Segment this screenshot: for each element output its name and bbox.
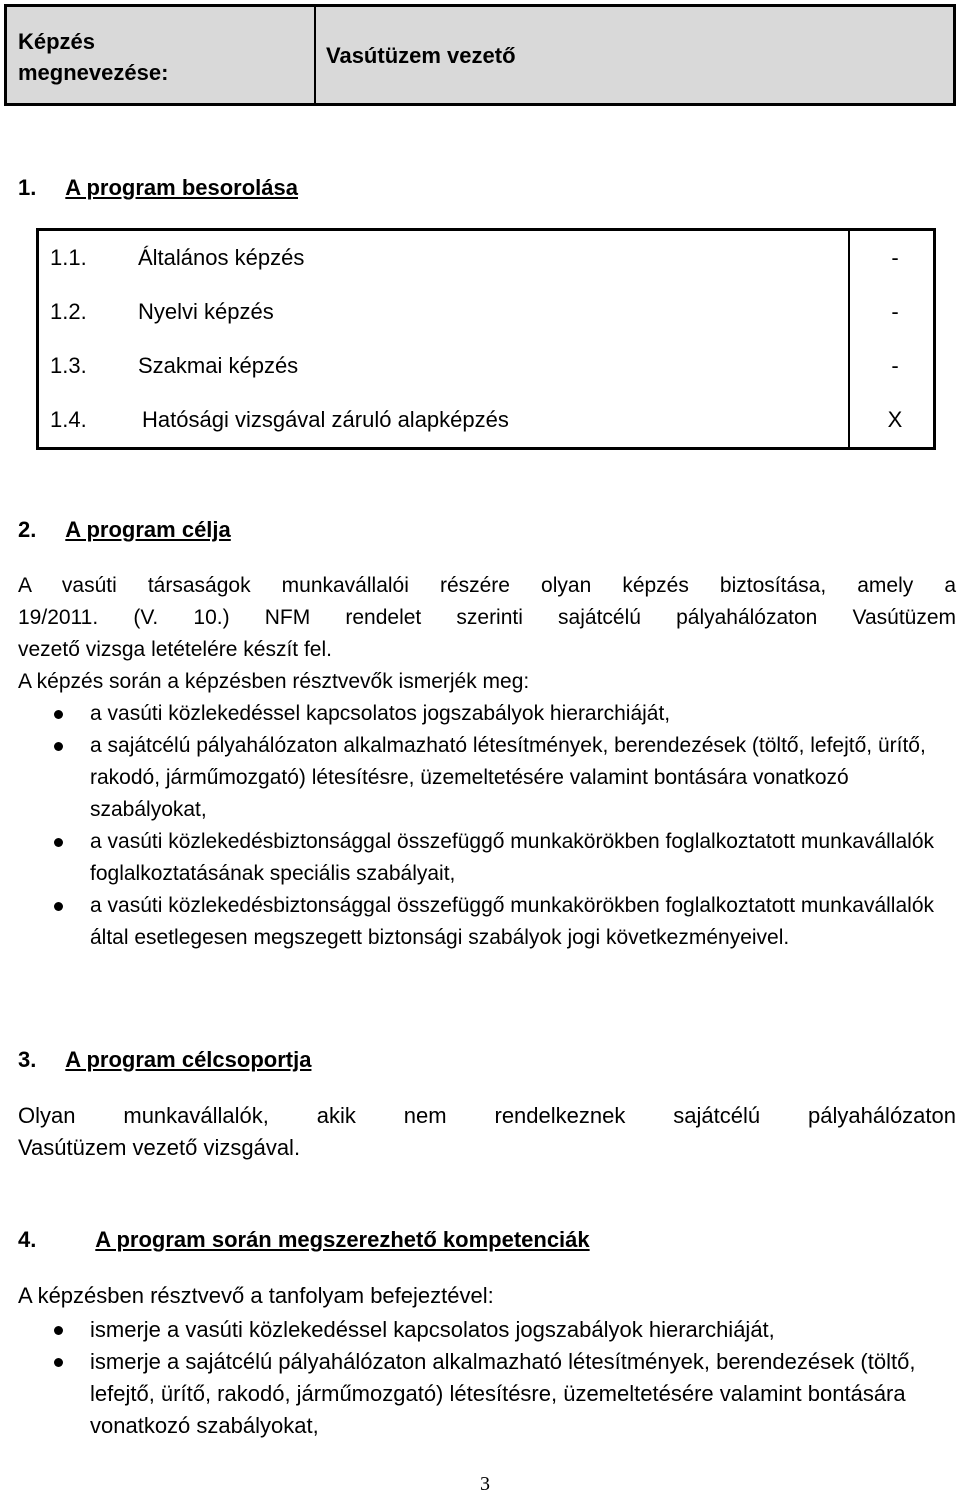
- page-number: 3: [480, 1473, 490, 1495]
- classification-row: [50, 298, 910, 326]
- section-2-list: [18, 698, 948, 954]
- classification-row: [50, 352, 910, 380]
- section-3-title: A program célcsoportja: [65, 1047, 312, 1072]
- list-item: [18, 730, 948, 826]
- section-3-heading: [18, 1046, 311, 1074]
- row-label: Szakmai képzés: [138, 353, 299, 378]
- section-3-text-line: Vasútüzem vezető vizsgával.: [18, 1135, 301, 1160]
- row-mark: X: [887, 407, 903, 432]
- section-3-text-line: Olyan munkavállalók, akik nem rendelkeznek sajátcélú pályahálózaton: [18, 1103, 956, 1128]
- header-divider: [314, 4, 316, 106]
- classification-row: [50, 406, 910, 434]
- row-label: Általános képzés: [138, 245, 305, 270]
- list-item: [18, 826, 948, 890]
- row-number: 1.1.: [50, 245, 87, 270]
- row-mark: -: [891, 353, 899, 378]
- list-item-text: a vasúti közlekedésbiztonsággal összefüggő munkakörökben foglalkoztatott munkavállalók által esetlegesen megszegett biztonsági szabályok jogi következményeivel.: [90, 894, 934, 949]
- row-label: Nyelvi képzés: [138, 299, 274, 324]
- section-2-intro-line: A vasúti társaságok munkavállalói részére olyan képzés biztosítása, amely a: [18, 574, 956, 597]
- list-item: [18, 1314, 938, 1346]
- list-item-text: a vasúti közlekedéssel kapcsolatos jogszabályok hierarchiáját,: [90, 702, 671, 725]
- header-label-line2: [18, 57, 298, 88]
- section-2-title: A program célja: [65, 517, 231, 542]
- list-item-text: ismerje a vasúti közlekedéssel kapcsolatos jogszabályok hierarchiáját,: [90, 1317, 775, 1342]
- bullet-icon: [54, 902, 63, 911]
- row-label: Hatósági vizsgával záruló alapképzés: [142, 407, 509, 432]
- row-number: 1.3.: [50, 353, 87, 378]
- section-4-lead: A képzésben résztvevő a tanfolyam befejeztével:: [18, 1283, 494, 1308]
- list-item-text: a vasúti közlekedésbiztonsággal összefüggő munkakörökben foglalkoztatott munkavállalók foglalkoztatásának speciális szabályait,: [90, 830, 934, 885]
- section-1-number: 1.: [18, 175, 37, 200]
- header-label-line1: Képzés: [18, 29, 96, 54]
- list-item: [18, 1346, 938, 1442]
- section-2-intro-line: vezető vizsga letételére készít fel.: [18, 638, 332, 661]
- section-3-number: 3.: [18, 1047, 37, 1072]
- row-mark: -: [891, 299, 899, 324]
- section-2-number: 2.: [18, 517, 37, 542]
- section-4-title: A program során megszerezhető kompetenciák: [95, 1227, 590, 1252]
- header-label-line2-text: megnevezése:: [18, 60, 169, 85]
- row-number: 1.4.: [50, 407, 87, 432]
- list-item: [18, 890, 948, 954]
- section-1-heading: [18, 174, 298, 202]
- section-4-heading: [18, 1226, 590, 1254]
- list-item: [18, 698, 948, 730]
- section-1-title: A program besorolása: [65, 175, 298, 200]
- section-2-lead: A képzés során a képzésben résztvevők ismerjék meg:: [18, 670, 530, 693]
- section-4-number: 4.: [18, 1227, 37, 1252]
- bullet-icon: [54, 1326, 63, 1335]
- training-name: Vasútüzem vezető: [326, 43, 516, 68]
- bullet-icon: [54, 742, 63, 751]
- row-number: 1.2.: [50, 299, 87, 324]
- bullet-icon: [54, 838, 63, 847]
- section-2-intro-line: 19/2011. (V. 10.) NFM rendelet szerinti sajátcélú pályahálózaton Vasútüzem: [18, 606, 956, 629]
- section-4-list: [18, 1314, 938, 1442]
- list-item-text: ismerje a sajátcélú pályahálózaton alkalmazható létesítmények, berendezések (töltő, lefejtő, ürítő, rakodó, járműmozgató) létesítésre, üzemeltetésére valamint bontására vonatkozó szabályokat,: [90, 1349, 916, 1438]
- header-label: [18, 26, 298, 88]
- section-2-heading: [18, 516, 231, 544]
- classification-row: [50, 244, 910, 272]
- bullet-icon: [54, 1358, 63, 1367]
- bullet-icon: [54, 710, 63, 719]
- row-mark: -: [891, 245, 899, 270]
- list-item-text: a sajátcélú pályahálózaton alkalmazható létesítmények, berendezések (töltő, lefejtő, ürítő, rakodó, járműmozgató) létesítésre, üzemeltetésére valamint bontására vonatkozó szabályokat,: [90, 734, 926, 821]
